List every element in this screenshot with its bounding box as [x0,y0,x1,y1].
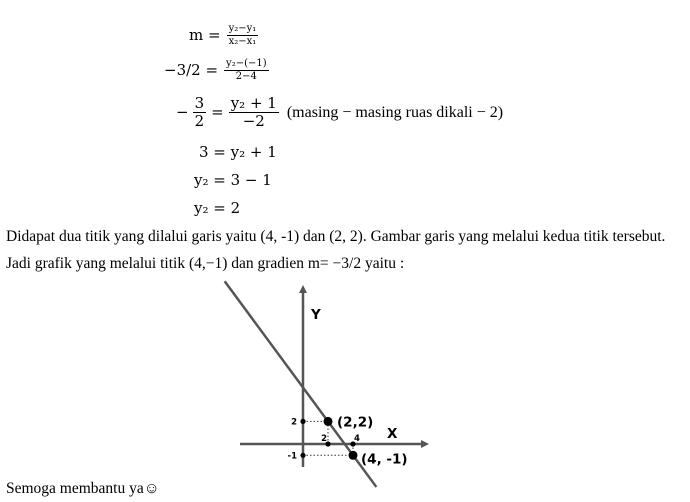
x-tick-label-1: 4 [354,434,360,444]
paragraph-points: Didapat dua titik yang dilalui garis yaitu (4, -1) dan (2, 2). Gambar garis yang melalui kedua titik tersebut. [6,228,666,245]
data-point-0 [324,417,333,426]
equation-minus: − [176,103,189,121]
fraction-numerator: y₂−y₁ [228,23,257,34]
fraction-numerator: y₂−(−1) [226,58,267,69]
y-tick-label-0: 2 [291,417,297,428]
x-tick-label-0: 2 [321,434,327,444]
equation-text: y₂ = 3 − 1 [194,171,272,189]
equation-lhs: m = [189,26,221,44]
paragraph-conclusion: Jadi grafik yang melalui titik (4,−1) dan gradien m= −3/2 yaitu : [6,255,405,272]
y-tick-label-1: -1 [287,451,297,462]
y-axis-label: Y [311,307,321,323]
y-tick-dot-0 [300,419,305,424]
equation-text: 3 = y₂ + 1 [199,143,277,161]
equation-lhs: −3/2 = [164,61,219,79]
x-axis-label: X [387,426,398,442]
fraction-denominator: x₂−x₁ [228,36,257,47]
y-tick-dot-1 [300,453,305,458]
point-label-0: (2,2) [337,414,374,431]
data-point-1 [349,451,358,460]
fraction-denominator: 2 [194,112,205,130]
equation-equals: = [211,103,224,121]
equation-note: (masing − masing ruas dikali − 2) [286,103,504,121]
fraction-numerator: y₂ + 1 [230,94,277,112]
fraction-numerator: 3 [194,94,205,112]
closing-text: Semoga membantu ya☺ [6,480,160,497]
equation-text: y₂ = 2 [194,199,241,217]
point-label-1: (4, -1) [361,451,408,468]
fraction-denominator: 2−4 [235,71,257,82]
fraction-denominator: −2 [242,112,265,130]
